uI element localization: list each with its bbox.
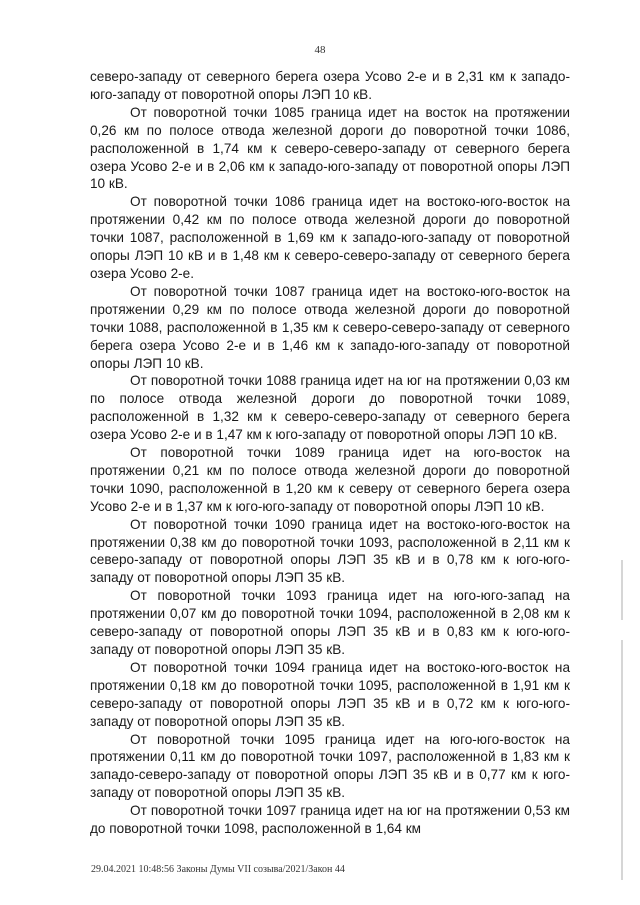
paragraph: От поворотной точки 1086 граница идет на востоко-юго-восток на протяжении 0,42 км по полосе отвода железной дороги до поворотной точки 1087, расположенной в 1,69 км к западо-юго-западу от поворотной опоры ЛЭП 10 кВ и в 1,48 км к северо-северо-западу от северного берега озера Усово 2-е. [90, 194, 570, 281]
paragraph: От поворотной точки 1085 граница идет на восток на протяжении 0,26 км по полосе отвода железной дороги до поворотной точки 1086, расположенной в 1,74 км к северо-северо-западу от северного берега озера Усово 2-е и в 2,06 км к западо-юго-западу от поворотной опоры ЛЭП 10 кВ. [90, 104, 570, 192]
paragraph: От поворотной точки 1088 граница идет на юг на протяжении 0,03 км по полосе отвода железной дороги до поворотной точки 1089, расположенной в 1,32 км к северо-северо-западу от северного берега озера Усово 2-е и в 1,47 км к юго-западу от поворотной опоры ЛЭП 10 кВ. [90, 373, 570, 443]
page-number: 48 [314, 44, 326, 56]
paragraph: От поворотной точки 1093 граница идет на юго-юго-запад на протяжении 0,07 км до поворотной точки 1094, расположенной в 2,08 км к северо-западу от поворотной опоры ЛЭП 35 кВ и в 0,83 км к юго-юго-западу от поворотной опоры ЛЭП 35 кВ. [90, 588, 570, 657]
document-footer: 29.04.2021 10:48:56 Законы Думы VII созыва/2021/Закон 44 [91, 864, 345, 875]
document-body [90, 68, 570, 838]
paragraph-continuation: северо-западу от северного берега озера Усово 2-е и в 2,31 км к западо-юго-западу от поворотной опоры ЛЭП 10 кВ. [90, 69, 570, 102]
paragraph: От поворотной точки 1087 граница идет на востоко-юго-восток на протяжении 0,29 км по полосе отвода железной дороги до поворотной точки 1088, расположенной в 1,35 км к северо-северо-западу от северного берега озера Усово 2-е и в 1,46 км к западо-юго-западу от поворотной опоры ЛЭП 10 кВ. [90, 283, 570, 371]
paragraph: От поворотной точки 1089 граница идет на юго-восток на протяжении 0,21 км по полосе отвода железной дороги до поворотной точки 1090, расположенной в 1,20 км к северу от северного берега озера Усово 2-е и в 1,37 км к юго-юго-западу от поворотной опоры ЛЭП 10 кВ. [90, 445, 570, 514]
margin-scan-mark [621, 640, 623, 880]
margin-scan-mark [621, 560, 623, 620]
paragraph: От поворотной точки 1095 граница идет на юго-юго-восток на протяжении 0,11 км до поворотной точки 1097, расположенной в 1,83 км к западо-северо-западу от поворотной опоры ЛЭП 35 кВ и в 0,77 км к юго-западу от поворотной опоры ЛЭП 35 кВ. [90, 731, 570, 801]
paragraph: От поворотной точки 1094 граница идет на востоко-юго-восток на протяжении 0,18 км до поворотной точки 1095, расположенной в 1,91 км к северо-западу от поворотной опоры ЛЭП 35 кВ и в 0,72 км к юго-юго-западу от поворотной опоры ЛЭП 35 кВ. [90, 659, 570, 729]
paragraph: От поворотной точки 1090 граница идет на востоко-юго-восток на протяжении 0,38 км до поворотной точки 1093, расположенной в 2,11 км к северо-западу от поворотной опоры ЛЭП 35 кВ и в 0,78 км к юго-юго-западу от поворотной опоры ЛЭП 35 кВ. [90, 516, 570, 586]
paragraph: От поворотной точки 1097 граница идет на юг на протяжении 0,53 км до поворотной точки 1098, расположенной в 1,64 км [90, 803, 570, 837]
